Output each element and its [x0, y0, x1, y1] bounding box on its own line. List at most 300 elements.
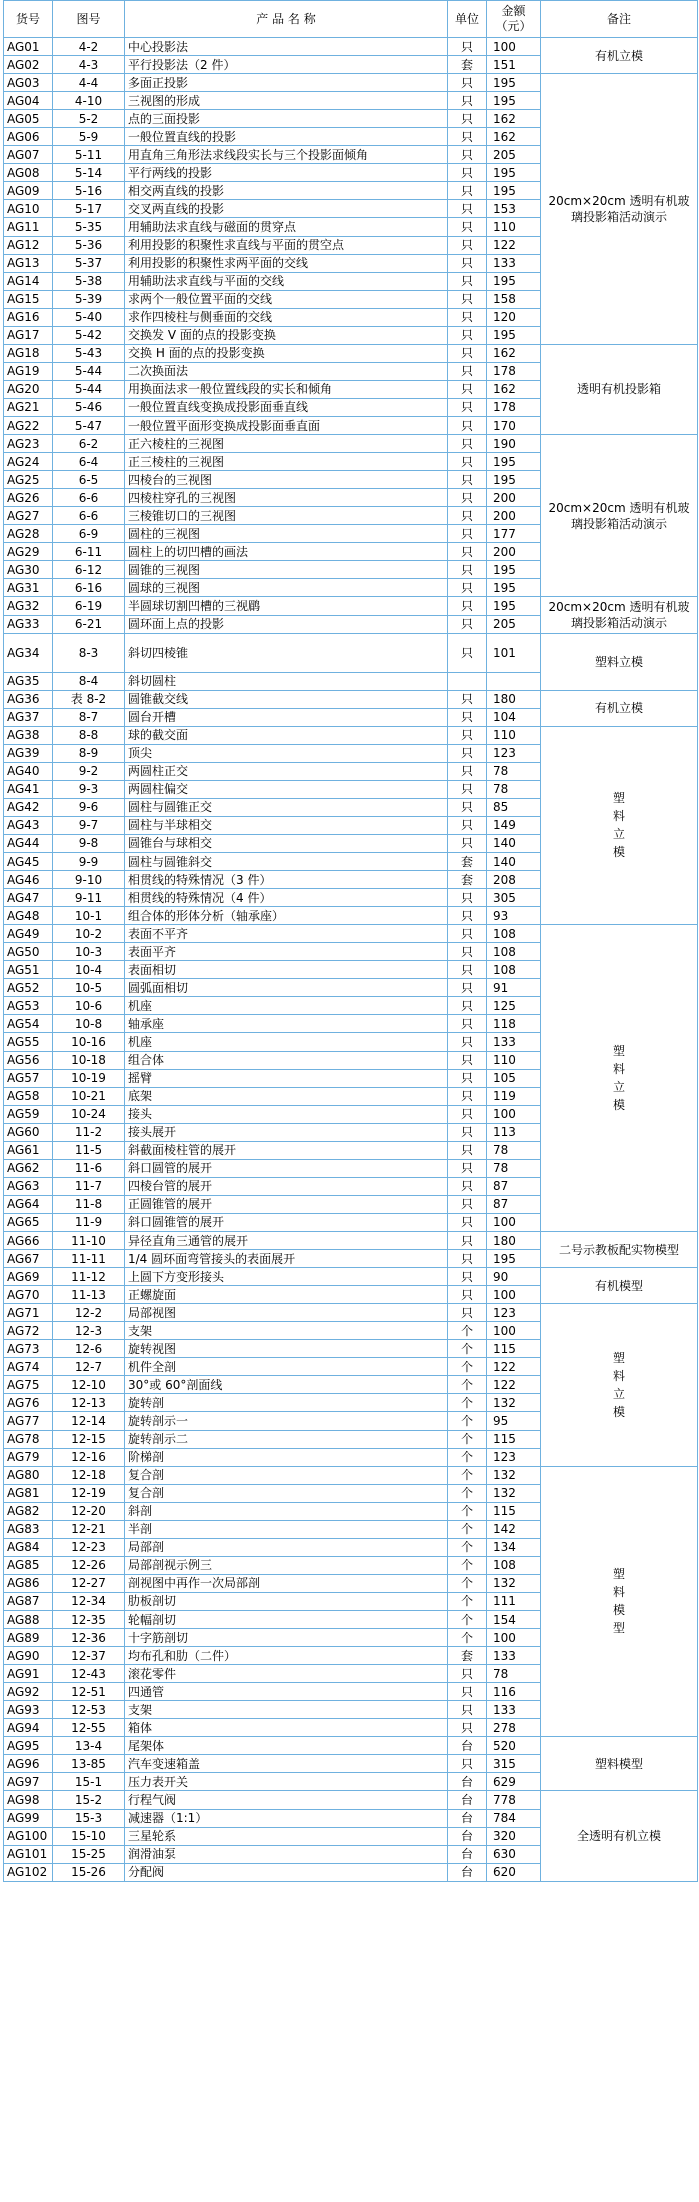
cell-fig: 10-19 [53, 1069, 125, 1087]
cell-code: AG15 [4, 290, 53, 308]
cell-fig: 10-6 [53, 997, 125, 1015]
cell-unit: 个 [448, 1538, 487, 1556]
cell-note: 透明有机投影箱 [541, 344, 698, 434]
cell-name: 一般位置平面形变换成投影面垂直面 [125, 416, 448, 434]
cell-amount: 110 [487, 1051, 541, 1069]
cell-fig: 6-6 [53, 489, 125, 507]
cell-code: AG89 [4, 1629, 53, 1647]
cell-amount: 200 [487, 507, 541, 525]
cell-fig: 9-7 [53, 816, 125, 834]
cell-amount: 123 [487, 744, 541, 762]
cell-name: 圆锥台与球相交 [125, 834, 448, 852]
cell-fig: 10-2 [53, 925, 125, 943]
cell-unit: 只 [448, 579, 487, 597]
cell-fig: 11-11 [53, 1250, 125, 1268]
cell-code: AG36 [4, 690, 53, 708]
cell-code: AG27 [4, 507, 53, 525]
cell-code: AG91 [4, 1665, 53, 1683]
cell-note: 有机模型 [541, 1268, 698, 1304]
cell-code: AG92 [4, 1683, 53, 1701]
cell-unit [448, 672, 487, 690]
cell-unit: 套 [448, 56, 487, 74]
cell-fig: 12-55 [53, 1719, 125, 1737]
cell-amount: 195 [487, 471, 541, 489]
cell-name: 轴承座 [125, 1015, 448, 1033]
cell-code: AG70 [4, 1286, 53, 1304]
cell-code: AG13 [4, 254, 53, 272]
cell-unit: 只 [448, 236, 487, 254]
cell-code: AG12 [4, 236, 53, 254]
cell-code: AG34 [4, 633, 53, 672]
cell-code: AG60 [4, 1123, 53, 1141]
cell-amount: 142 [487, 1520, 541, 1538]
cell-name: 旋转剖示二 [125, 1430, 448, 1448]
cell-amount: 195 [487, 561, 541, 579]
cell-code: AG26 [4, 489, 53, 507]
cell-name: 三星轮系 [125, 1827, 448, 1845]
cell-name: 交换 H 面的点的投影变换 [125, 344, 448, 362]
cell-unit: 只 [448, 92, 487, 110]
cell-fig: 12-20 [53, 1502, 125, 1520]
cell-unit: 个 [448, 1556, 487, 1574]
cell-name: 正圆锥管的展开 [125, 1195, 448, 1213]
cell-code: AG79 [4, 1448, 53, 1466]
cell-fig: 5-9 [53, 128, 125, 146]
cell-code: AG25 [4, 471, 53, 489]
header-unit: 单位 [448, 1, 487, 38]
cell-unit: 只 [448, 1033, 487, 1051]
cell-name: 圆台开槽 [125, 708, 448, 726]
cell-unit: 只 [448, 816, 487, 834]
cell-fig: 10-24 [53, 1105, 125, 1123]
cell-name: 斜口圆管的展开 [125, 1159, 448, 1177]
cell-note: 20cm×20cm 透明有机玻璃投影箱活动演示 [541, 435, 698, 597]
cell-name: 三棱锥切口的三视图 [125, 507, 448, 525]
cell-code: AG18 [4, 344, 53, 362]
cell-unit: 只 [448, 543, 487, 561]
cell-code: AG46 [4, 871, 53, 889]
cell-unit: 个 [448, 1340, 487, 1358]
cell-code: AG71 [4, 1304, 53, 1322]
cell-name: 点的三面投影 [125, 110, 448, 128]
cell-amount: 784 [487, 1809, 541, 1827]
table-row [4, 344, 698, 362]
cell-unit: 只 [448, 744, 487, 762]
cell-amount: 629 [487, 1773, 541, 1791]
cell-fig: 10-8 [53, 1015, 125, 1033]
cell-name: 尾架体 [125, 1737, 448, 1755]
cell-amount: 200 [487, 543, 541, 561]
cell-unit: 只 [448, 690, 487, 708]
cell-fig: 表 8-2 [53, 690, 125, 708]
cell-fig: 5-36 [53, 236, 125, 254]
cell-fig: 11-6 [53, 1159, 125, 1177]
cell-amount: 101 [487, 633, 541, 672]
cell-fig: 6-6 [53, 507, 125, 525]
cell-code: AG50 [4, 943, 53, 961]
cell-fig: 12-7 [53, 1358, 125, 1376]
cell-fig: 8-8 [53, 726, 125, 744]
cell-unit: 只 [448, 1141, 487, 1159]
cell-name: 组合体 [125, 1051, 448, 1069]
cell-code: AG69 [4, 1268, 53, 1286]
cell-amount: 100 [487, 1629, 541, 1647]
cell-fig: 8-9 [53, 744, 125, 762]
cell-name: 交换发 V 面的点的投影变换 [125, 326, 448, 344]
cell-code: AG07 [4, 146, 53, 164]
cell-fig: 5-44 [53, 362, 125, 380]
cell-code: AG99 [4, 1809, 53, 1827]
cell-fig: 15-25 [53, 1845, 125, 1863]
cell-amount: 111 [487, 1592, 541, 1610]
cell-unit: 只 [448, 290, 487, 308]
cell-fig: 5-47 [53, 416, 125, 434]
cell-fig: 8-4 [53, 672, 125, 690]
cell-fig: 12-43 [53, 1665, 125, 1683]
cell-amount: 87 [487, 1177, 541, 1195]
cell-fig: 5-35 [53, 218, 125, 236]
cell-amount: 78 [487, 762, 541, 780]
cell-fig: 10-3 [53, 943, 125, 961]
cell-fig: 9-8 [53, 834, 125, 852]
cell-fig: 10-18 [53, 1051, 125, 1069]
cell-name: 正六棱柱的三视图 [125, 435, 448, 453]
cell-amount: 100 [487, 1286, 541, 1304]
cell-amount: 78 [487, 1141, 541, 1159]
cell-code: AG54 [4, 1015, 53, 1033]
cell-amount: 90 [487, 1268, 541, 1286]
cell-fig: 11-5 [53, 1141, 125, 1159]
cell-code: AG29 [4, 543, 53, 561]
cell-code: AG39 [4, 744, 53, 762]
cell-code: AG48 [4, 907, 53, 925]
cell-amount: 154 [487, 1610, 541, 1628]
cell-unit: 台 [448, 1791, 487, 1809]
cell-amount: 110 [487, 726, 541, 744]
cell-note: 塑料立模 [541, 633, 698, 690]
cell-code: AG86 [4, 1574, 53, 1592]
cell-unit: 只 [448, 997, 487, 1015]
cell-unit: 只 [448, 943, 487, 961]
cell-code: AG49 [4, 925, 53, 943]
cell-name: 表面平齐 [125, 943, 448, 961]
cell-code: AG81 [4, 1484, 53, 1502]
cell-code: AG20 [4, 380, 53, 398]
cell-name: 相交两直线的投影 [125, 182, 448, 200]
cell-unit: 台 [448, 1773, 487, 1791]
cell-fig: 12-35 [53, 1610, 125, 1628]
cell-name: 压力表开关 [125, 1773, 448, 1791]
cell-fig: 9-6 [53, 798, 125, 816]
cell-fig: 5-17 [53, 200, 125, 218]
cell-amount: 123 [487, 1448, 541, 1466]
cell-unit: 只 [448, 1268, 487, 1286]
cell-fig: 10-16 [53, 1033, 125, 1051]
cell-code: AG24 [4, 453, 53, 471]
cell-name: 润滑油泵 [125, 1845, 448, 1863]
cell-fig: 5-14 [53, 164, 125, 182]
cell-name: 相贯线的特殊情况（4 件） [125, 889, 448, 907]
cell-fig: 12-16 [53, 1448, 125, 1466]
cell-fig: 12-2 [53, 1304, 125, 1322]
cell-name: 平行投影法（2 件） [125, 56, 448, 74]
cell-name: 相贯线的特殊情况（3 件） [125, 871, 448, 889]
cell-code: AG67 [4, 1250, 53, 1268]
cell-fig: 6-2 [53, 435, 125, 453]
cell-fig: 5-16 [53, 182, 125, 200]
cell-name: 旋转视图 [125, 1340, 448, 1358]
cell-name: 异径直角三通管的展开 [125, 1232, 448, 1250]
cell-name: 减速器（1:1） [125, 1809, 448, 1827]
cell-unit: 个 [448, 1376, 487, 1394]
cell-code: AG74 [4, 1358, 53, 1376]
cell-code: AG93 [4, 1701, 53, 1719]
table-row [4, 726, 698, 744]
cell-unit: 只 [448, 74, 487, 92]
cell-unit: 台 [448, 1863, 487, 1881]
cell-name: 滚花零件 [125, 1665, 448, 1683]
cell-amount: 132 [487, 1574, 541, 1592]
cell-unit: 只 [448, 272, 487, 290]
cell-name: 求作四棱柱与侧垂面的交线 [125, 308, 448, 326]
cell-fig: 11-13 [53, 1286, 125, 1304]
cell-amount: 119 [487, 1087, 541, 1105]
cell-amount: 110 [487, 218, 541, 236]
cell-code: AG30 [4, 561, 53, 579]
cell-unit: 只 [448, 1177, 487, 1195]
cell-fig: 5-37 [53, 254, 125, 272]
cell-amount: 520 [487, 1737, 541, 1755]
cell-amount: 134 [487, 1538, 541, 1556]
cell-name: 中心投影法 [125, 38, 448, 56]
cell-amount: 278 [487, 1719, 541, 1737]
cell-unit: 只 [448, 979, 487, 997]
cell-amount: 100 [487, 1213, 541, 1231]
cell-amount: 208 [487, 871, 541, 889]
price-table [3, 0, 698, 1882]
cell-unit: 只 [448, 435, 487, 453]
cell-name: 旋转剖 [125, 1394, 448, 1412]
cell-code: AG62 [4, 1159, 53, 1177]
table-row [4, 690, 698, 708]
cell-code: AG64 [4, 1195, 53, 1213]
cell-name: 圆锥截交线 [125, 690, 448, 708]
cell-name: 圆柱与半球相交 [125, 816, 448, 834]
cell-fig: 12-6 [53, 1340, 125, 1358]
header-note: 备注 [541, 1, 698, 38]
cell-code: AG63 [4, 1177, 53, 1195]
cell-unit: 只 [448, 762, 487, 780]
cell-amount: 78 [487, 1159, 541, 1177]
cell-fig: 15-1 [53, 1773, 125, 1791]
cell-amount: 115 [487, 1502, 541, 1520]
cell-name: 均布孔和肋（二件） [125, 1647, 448, 1665]
cell-code: AG31 [4, 579, 53, 597]
cell-name: 支架 [125, 1322, 448, 1340]
cell-amount: 170 [487, 416, 541, 434]
cell-fig: 13-85 [53, 1755, 125, 1773]
cell-name: 底架 [125, 1087, 448, 1105]
cell-unit: 只 [448, 254, 487, 272]
cell-name: 圆柱上的切凹槽的画法 [125, 543, 448, 561]
cell-fig: 11-7 [53, 1177, 125, 1195]
cell-amount: 205 [487, 615, 541, 633]
cell-fig: 12-51 [53, 1683, 125, 1701]
cell-unit: 个 [448, 1574, 487, 1592]
cell-amount: 123 [487, 1304, 541, 1322]
cell-fig: 10-4 [53, 961, 125, 979]
cell-unit: 只 [448, 1015, 487, 1033]
note-text: 塑料立模 [612, 1044, 625, 1113]
cell-fig: 12-53 [53, 1701, 125, 1719]
cell-amount: 132 [487, 1394, 541, 1412]
cell-fig: 5-39 [53, 290, 125, 308]
cell-fig: 4-3 [53, 56, 125, 74]
cell-code: AG22 [4, 416, 53, 434]
cell-name: 顶尖 [125, 744, 448, 762]
cell-name: 两圆柱偏交 [125, 780, 448, 798]
cell-unit: 只 [448, 416, 487, 434]
cell-unit: 只 [448, 597, 487, 615]
cell-amount: 195 [487, 164, 541, 182]
cell-fig: 11-9 [53, 1213, 125, 1231]
cell-note: 塑料模型 [541, 1737, 698, 1791]
cell-fig: 8-3 [53, 633, 125, 672]
cell-amount: 95 [487, 1412, 541, 1430]
cell-unit: 只 [448, 525, 487, 543]
cell-unit: 只 [448, 182, 487, 200]
cell-name: 机件全剖 [125, 1358, 448, 1376]
cell-amount: 195 [487, 597, 541, 615]
cell-fig: 9-9 [53, 853, 125, 871]
cell-note: 20cm×20cm 透明有机玻璃投影箱活动演示 [541, 74, 698, 345]
cell-fig: 6-9 [53, 525, 125, 543]
cell-unit: 只 [448, 507, 487, 525]
cell-unit: 只 [448, 615, 487, 633]
cell-name: 支架 [125, 1701, 448, 1719]
cell-name: 利用投影的积聚性求两平面的交线 [125, 254, 448, 272]
cell-amount: 178 [487, 362, 541, 380]
cell-amount: 153 [487, 200, 541, 218]
cell-amount: 195 [487, 92, 541, 110]
cell-name: 30°或 60°剖面线 [125, 1376, 448, 1394]
cell-code: AG76 [4, 1394, 53, 1412]
cell-fig: 6-5 [53, 471, 125, 489]
cell-name: 斜切四棱锥 [125, 633, 448, 672]
cell-unit: 只 [448, 1665, 487, 1683]
cell-name: 四通管 [125, 1683, 448, 1701]
cell-unit: 只 [448, 38, 487, 56]
cell-code: AG55 [4, 1033, 53, 1051]
cell-unit: 个 [448, 1484, 487, 1502]
cell-amount: 162 [487, 380, 541, 398]
cell-fig: 12-15 [53, 1430, 125, 1448]
cell-unit: 个 [448, 1358, 487, 1376]
cell-amount: 108 [487, 1556, 541, 1574]
cell-note [541, 1304, 698, 1466]
cell-amount: 116 [487, 1683, 541, 1701]
cell-name: 接头展开 [125, 1123, 448, 1141]
cell-fig: 6-11 [53, 543, 125, 561]
cell-note: 有机立模 [541, 38, 698, 74]
cell-code: AG65 [4, 1213, 53, 1231]
cell-amount: 118 [487, 1015, 541, 1033]
cell-code: AG37 [4, 708, 53, 726]
cell-unit: 个 [448, 1629, 487, 1647]
cell-unit: 只 [448, 110, 487, 128]
cell-fig: 5-43 [53, 344, 125, 362]
cell-amount: 178 [487, 398, 541, 416]
cell-name: 利用投影的积聚性求直线与平面的贯空点 [125, 236, 448, 254]
cell-fig: 9-2 [53, 762, 125, 780]
cell-name: 球的截交面 [125, 726, 448, 744]
cell-fig: 11-2 [53, 1123, 125, 1141]
cell-amount: 140 [487, 853, 541, 871]
cell-name: 一般位置直线的投影 [125, 128, 448, 146]
cell-name: 圆柱与圆锥正交 [125, 798, 448, 816]
cell-unit: 只 [448, 362, 487, 380]
cell-name: 一般位置直线变换成投影面垂直线 [125, 398, 448, 416]
cell-amount: 120 [487, 308, 541, 326]
cell-amount: 85 [487, 798, 541, 816]
cell-fig: 11-8 [53, 1195, 125, 1213]
table-row [4, 1232, 698, 1250]
cell-name: 分配阀 [125, 1863, 448, 1881]
cell-name: 四棱柱穿孔的三视图 [125, 489, 448, 507]
cell-unit: 个 [448, 1412, 487, 1430]
cell-fig: 4-10 [53, 92, 125, 110]
cell-fig: 5-2 [53, 110, 125, 128]
cell-amount: 78 [487, 780, 541, 798]
cell-fig: 12-36 [53, 1629, 125, 1647]
cell-unit: 只 [448, 633, 487, 672]
cell-amount: 104 [487, 708, 541, 726]
cell-code: AG40 [4, 762, 53, 780]
cell-code: AG94 [4, 1719, 53, 1737]
cell-amount: 100 [487, 1105, 541, 1123]
cell-note [541, 925, 698, 1232]
cell-amount: 78 [487, 1665, 541, 1683]
cell-fig: 10-21 [53, 1087, 125, 1105]
cell-fig: 15-3 [53, 1809, 125, 1827]
cell-fig: 9-3 [53, 780, 125, 798]
cell-code: AG03 [4, 74, 53, 92]
header-code: 货号 [4, 1, 53, 38]
cell-name: 组合体的形体分析（轴承座） [125, 907, 448, 925]
cell-amount: 133 [487, 1701, 541, 1719]
table-row [4, 597, 698, 615]
cell-fig: 12-14 [53, 1412, 125, 1430]
cell-unit: 个 [448, 1394, 487, 1412]
cell-code: AG83 [4, 1520, 53, 1538]
cell-name: 局部剖视示例三 [125, 1556, 448, 1574]
cell-unit: 只 [448, 1087, 487, 1105]
cell-amount: 195 [487, 74, 541, 92]
cell-fig: 12-10 [53, 1376, 125, 1394]
cell-code: AG45 [4, 853, 53, 871]
table-row [4, 38, 698, 56]
cell-amount: 115 [487, 1430, 541, 1448]
cell-name: 局部剖 [125, 1538, 448, 1556]
cell-name: 圆环面上点的投影 [125, 615, 448, 633]
table-row [4, 1466, 698, 1484]
cell-code: AG75 [4, 1376, 53, 1394]
cell-unit: 只 [448, 146, 487, 164]
cell-code: AG82 [4, 1502, 53, 1520]
cell-unit: 只 [448, 1159, 487, 1177]
cell-note: 20cm×20cm 透明有机玻璃投影箱活动演示 [541, 597, 698, 633]
header-fig: 图号 [53, 1, 125, 38]
